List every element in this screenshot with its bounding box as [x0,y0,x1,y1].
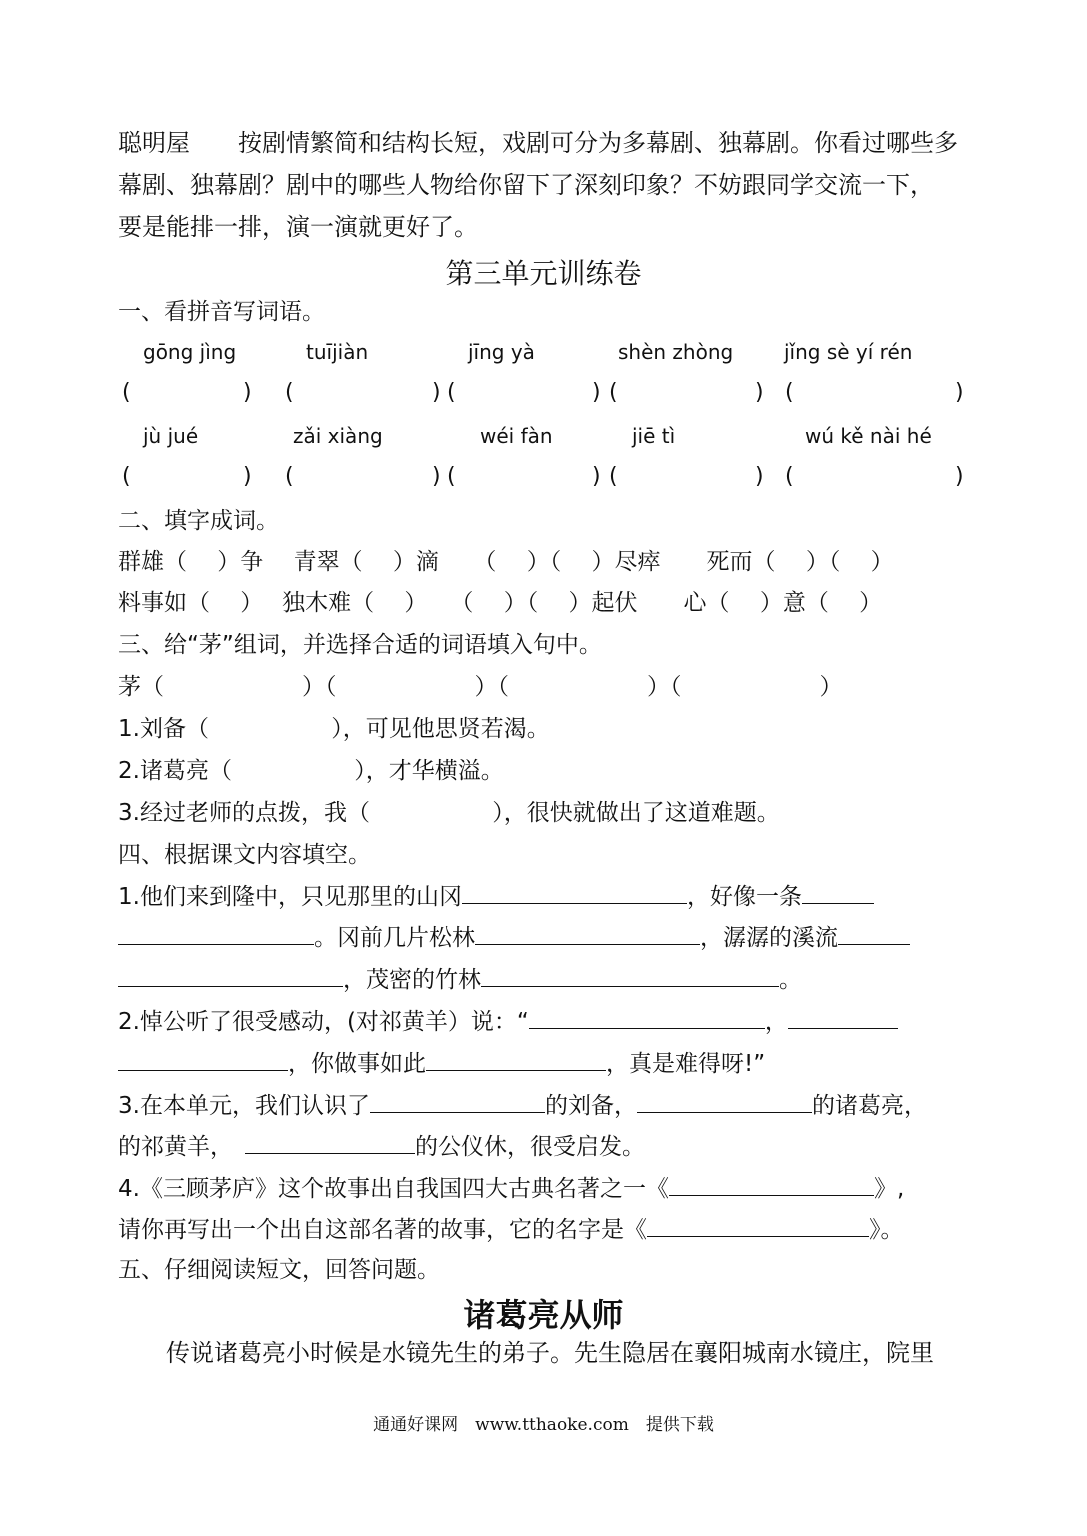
answer-blank [802,881,874,904]
answer-blank [481,964,779,987]
text: ，你做事如此 [288,1051,426,1077]
text: 请你再写出一个出自这部名著的故事，它的名字是《 [118,1217,647,1243]
passage-paragraph: 传说诸葛亮小时候是水镜先生的弟子。先生隐居在襄阳城南水镜庄，院里 [118,1339,934,1367]
section-5-heading: 五、仔细阅读短文，回答问题。 [118,1257,440,1283]
bracket-open: ( [785,380,794,405]
bracket-close: ) [592,380,601,405]
bracket-open: ( [285,464,294,489]
answer-blank [637,1090,812,1113]
text: ，真是难得呀!” [606,1051,766,1077]
bracket-close: ) [755,464,764,489]
text: ，潺潺的溪流 [700,925,838,951]
bracket-open: ( [447,380,456,405]
bracket-close: ) [432,380,441,405]
question-3-2: 2.诸葛亮（ ），才华横溢。 [118,758,504,784]
bracket-open: ( [609,464,618,489]
section-4-heading: 四、根据课文内容填空。 [118,842,371,868]
bracket-open: ( [785,464,794,489]
intro-line-3: 要是能排一排，演一演就更好了。 [118,213,478,241]
answer-blank [647,1214,869,1237]
text: 3.在本单元，我们认识了 [118,1093,370,1119]
passage-title: 诸葛亮从师 [463,1296,624,1334]
pinyin-item: jù jué [143,424,199,448]
answer-blank [788,1006,898,1029]
text: ，好像一条 [686,884,802,910]
text: 》。 [869,1217,904,1243]
pinyin-item: jǐng sè yí rén [784,340,913,364]
answer-blank [529,1006,765,1029]
text: 4.《三顾茅庐》这个故事出自我国四大古典名著之一《 [118,1176,669,1202]
bracket-close: ) [243,464,252,489]
text: ，茂密的竹林 [343,967,481,993]
question-4-3-line-2 [118,1131,645,1162]
text: 的诸葛亮， [811,1093,927,1119]
fill-line-2: 料事如（ ） 独木难（ ） （ ）（ ）起伏 心（ ）意（ ） [118,590,883,616]
pinyin-item: zǎi xiàng [293,424,383,448]
intro-line-1: 聪明屋 按剧情繁简和结构长短，戏剧可分为多幕剧、独幕剧。你看过哪些多 [118,129,958,157]
pinyin-item: jīng yà [468,340,535,364]
bracket-close: ) [955,464,964,489]
answer-blank [838,922,910,945]
text: 。 [779,967,802,993]
question-4-4-line-2 [118,1214,904,1245]
text: 的刘备， [544,1093,637,1119]
mao-words-line: 茅（ ）（ ）（ ）（ ） [118,674,843,700]
text: 。冈前几片松林 [314,925,475,951]
answer-blank [118,922,314,945]
answer-blank [118,964,343,987]
text: 的公仪休，很受启发。 [415,1134,645,1160]
bracket-close: ) [755,380,764,405]
question-4-3-line-1 [118,1090,927,1121]
bracket-open: ( [122,464,131,489]
answer-blank [426,1048,606,1071]
question-4-1-line-3 [118,964,802,995]
intro-line-2: 幕剧、独幕剧？剧中的哪些人物给你留下了深刻印象？不妨跟同学交流一下， [118,171,934,199]
pinyin-item: shèn zhòng [618,340,734,364]
bracket-open: ( [122,380,131,405]
pinyin-item: gōng jìng [143,340,237,364]
question-4-4-line-1 [118,1173,904,1204]
footer-credit: 通通好课网 www.tthaoke.com 提供下载 [373,1415,714,1435]
bracket-close: ) [243,380,252,405]
pinyin-item: tuījiàn [306,340,369,364]
text: 的祁黄羊， [118,1134,233,1160]
bracket-close: ) [432,464,441,489]
question-4-1-line-2 [118,922,910,953]
fill-line-1: 群雄（ ）争 青翠（ ）滴 （ ）（ ）尽瘁 死而（ ）（ ） [118,549,894,575]
question-4-2-line-1 [118,1006,898,1037]
answer-blank [118,1048,288,1071]
question-4-1-line-1 [118,881,874,912]
text: ， [764,1009,788,1035]
answer-blank [669,1173,874,1196]
text: 2.悼公听了很受感动，(对祁黄羊）说：“ [118,1009,529,1035]
question-4-2-line-2 [118,1048,765,1079]
bracket-open: ( [447,464,456,489]
section-1-heading: 一、看拼音写词语。 [118,299,325,325]
question-3-3: 3.经过老师的点拨，我（ ），很快就做出了这道难题。 [118,800,780,826]
text: 1.他们来到隆中，只见那里的山冈 [118,884,462,910]
pinyin-item: jiē tì [632,424,676,448]
question-3-1: 1.刘备（ ），可见他思贤若渴。 [118,716,550,742]
answer-blank [462,881,687,904]
bracket-close: ) [592,464,601,489]
page-title: 第三单元训练卷 [445,257,642,290]
answer-blank [245,1131,415,1154]
pinyin-item: wéi fàn [480,424,553,448]
section-2-heading: 二、填字成词。 [118,508,279,534]
pinyin-item: wú kě nài hé [805,424,932,448]
bracket-close: ) [955,380,964,405]
bracket-open: ( [609,380,618,405]
text: 》, [873,1176,905,1202]
answer-blank [475,922,700,945]
bracket-open: ( [285,380,294,405]
section-3-heading: 三、给“茅”组词，并选择合适的词语填入句中。 [118,632,602,658]
answer-blank [370,1090,545,1113]
